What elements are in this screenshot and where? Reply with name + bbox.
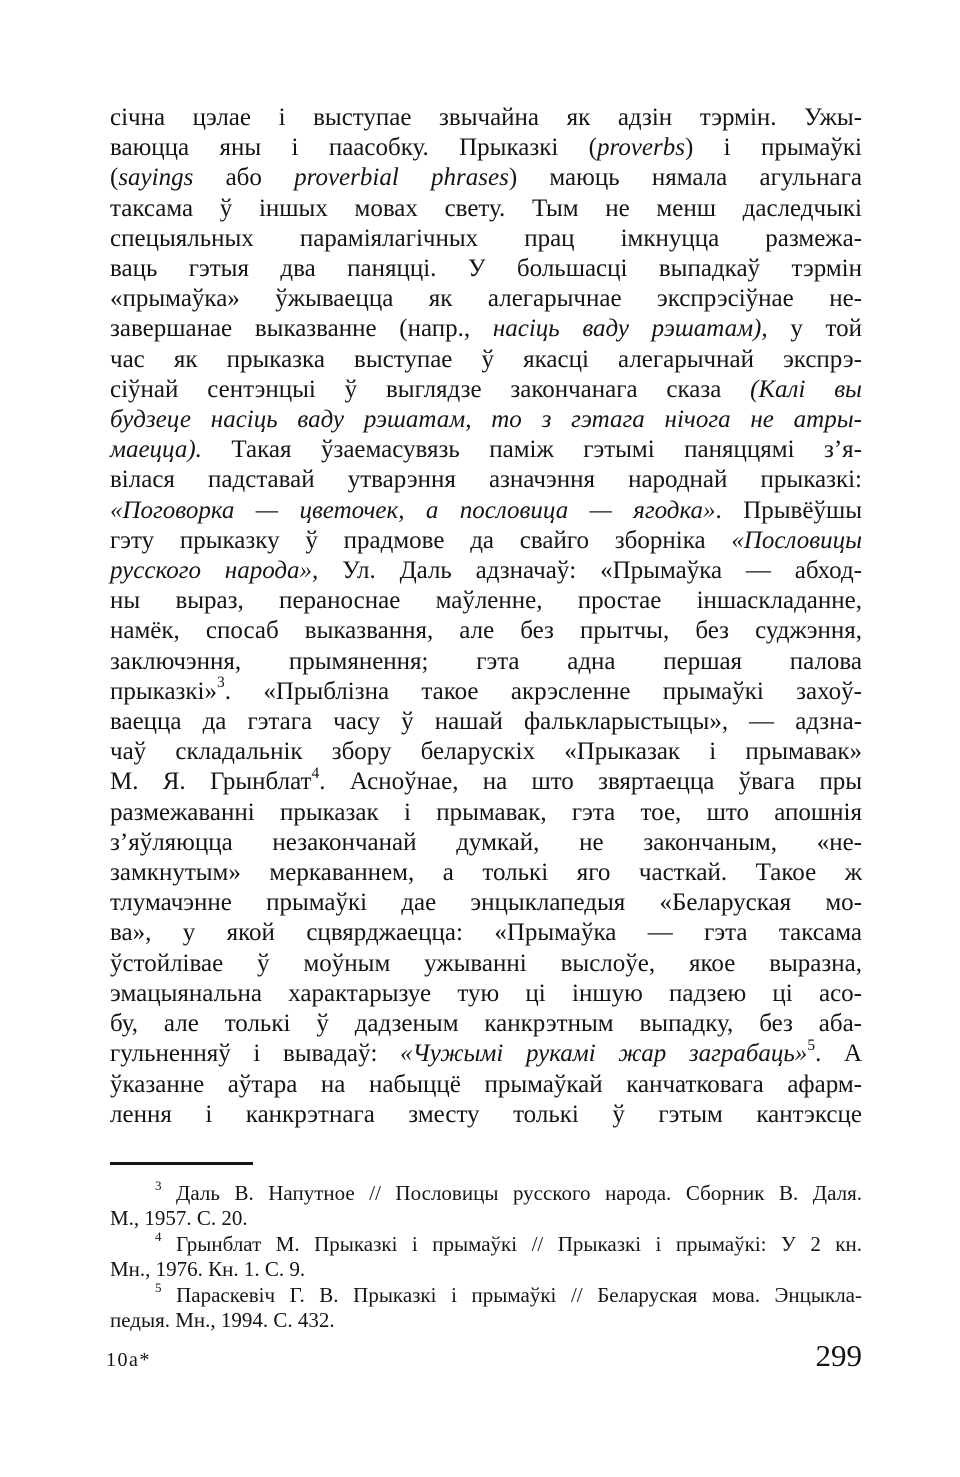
text-segment: прыказкі»: [110, 677, 218, 705]
footnote-ref: 3: [155, 1178, 162, 1194]
text-segment: час як прыказка выступае ў якасці алегарычнай экспрэ-: [110, 345, 862, 373]
text-segment: таксама ў іншых мовах свету. Тым не менш даследчыкі: [110, 194, 862, 222]
text-line: [110, 888, 862, 918]
text-segment: ваюцца яны і паасобку. Прыказкі (: [110, 134, 598, 162]
page-number: 299: [815, 1338, 862, 1373]
text-line: [110, 586, 862, 616]
text-segment: насіць ваду рэшатам),: [492, 315, 768, 343]
footnotes: [110, 1178, 862, 1333]
footnote-line: [110, 1206, 862, 1231]
text-line: [110, 616, 862, 646]
text-line: [110, 979, 862, 1009]
text-segment: «Поговорка — цветочек, а пословица — ягодка»: [110, 496, 716, 524]
text-segment: «Пословицы: [731, 526, 862, 554]
text-segment: сіўнай сентэнцыі ў выглядзе закончанага сказа: [110, 375, 751, 403]
text-segment: Даль В. Напутное // Пословицы русского народа. Сборник В. Даля.: [161, 1181, 862, 1205]
text-segment: педыя. Мн., 1994. С. 432.: [110, 1308, 335, 1333]
text-segment: бу, але толькі ў дадзеным канкрэтным выпадку, без аба-: [110, 1010, 862, 1038]
text-line: [110, 949, 862, 979]
text-segment: (Калі вы: [750, 375, 862, 403]
footnote-line: [110, 1228, 862, 1257]
footnote-separator: [110, 1162, 253, 1165]
footnote-ref: 5: [807, 1036, 816, 1054]
text-segment: ны выраз, пераноснае маўленне, простае іншаскладанне,: [110, 587, 862, 615]
text-line: [110, 496, 862, 526]
text-segment: тлумачэнне прымаўкі дае энцыклапедыя «Беларуская мо-: [110, 889, 862, 917]
text-segment: sayings: [118, 164, 194, 192]
text-segment: або: [193, 164, 295, 192]
text-segment: русского народа»,: [110, 557, 319, 585]
text-segment: М. Я. Грынблат: [110, 768, 312, 796]
text-segment: ) маюць нямала агульнага: [508, 164, 862, 192]
text-line: [110, 345, 862, 375]
text-line: [110, 1070, 862, 1100]
text-segment: ўстойлівае ў моўным ужыванні выслоўе, якое выразна,: [110, 949, 862, 977]
text-segment: . А: [815, 1040, 862, 1068]
footnote-line: [110, 1308, 862, 1333]
footnote-ref: 3: [217, 674, 225, 692]
text-line: [110, 254, 862, 284]
text-segment: намёк, спосаб выказвання, але без прытчы, без суджэння,: [110, 617, 862, 645]
text-line: [110, 1009, 862, 1039]
text-segment: у той: [767, 315, 862, 343]
text-segment: ваецца да гэтага часу ў нашай фалькларыстыцы», — адзна-: [110, 708, 862, 736]
page-footer: [106, 1338, 862, 1374]
text-segment: маецца).: [110, 436, 202, 464]
text-segment: заключэння, прымянення; гэта адна першая палова: [110, 647, 862, 675]
text-line: [110, 737, 862, 767]
text-line: [110, 163, 862, 193]
text-segment: спецыяльных параміялагічных прац імкнуцца размежа-: [110, 224, 862, 252]
text-segment: «Чужымі рукамі жар заграбаць»: [400, 1040, 808, 1068]
text-line: [110, 764, 863, 797]
text-segment: гэту прыказку ў прадмове да свайго зборніка: [110, 526, 732, 554]
text-line: [110, 918, 862, 948]
footnote-line: [110, 1178, 862, 1206]
text-line: [110, 1036, 862, 1069]
text-segment: з’яўляюцца незакончанай думкай, не закончаным, «не-: [110, 828, 862, 856]
text-line: [110, 314, 862, 344]
text-segment: Параскевіч Г. В. Прыказкі і прымаўкі // Беларуская мова. Энцыкла-: [161, 1282, 862, 1307]
text-segment: . «Прыблізна такое акрэсленне прымаўкі захоў-: [224, 677, 862, 705]
text-line: [110, 435, 862, 465]
footnote-ref: 4: [155, 1228, 162, 1244]
text-segment: Ул. Даль адзначаў: «Прымаўка — абход-: [318, 557, 862, 585]
text-line: [110, 707, 862, 737]
text-line: [110, 526, 862, 556]
text-line: [110, 828, 862, 858]
text-segment: лення і канкрэтнага зместу толькі ў гэтым кантэксце: [110, 1100, 862, 1128]
footnote-ref: 5: [155, 1279, 162, 1295]
text-line: [110, 798, 862, 828]
text-segment: вілася падставай утварэння азначэння народнай прыказкі:: [110, 466, 862, 494]
text-segment: гульненняў і вывадаў:: [110, 1040, 401, 1068]
footnote-ref: 4: [311, 764, 320, 782]
text-segment: . Прывёўшы: [715, 496, 862, 524]
text-line: [110, 1100, 862, 1130]
text-segment: эмацыянальна характарызуе тую ці іншую падзею ці асо-: [110, 979, 862, 1007]
text-line: [110, 103, 862, 133]
text-line: [110, 194, 862, 224]
text-line: [110, 556, 862, 586]
text-line: [110, 674, 862, 707]
footnote-line: [110, 1279, 862, 1308]
page-body-text: [110, 103, 862, 1130]
footnote-line: [110, 1257, 862, 1282]
text-segment: (: [110, 164, 119, 192]
text-segment: ) і прымаўкі: [684, 134, 862, 162]
text-line: [110, 405, 862, 435]
text-segment: будзеце насіць ваду рэшатам, то з гэтага нічога не атры-: [110, 406, 862, 434]
text-segment: Такая ўзаемасувязь паміж гэтымі паняццямі з’я-: [201, 436, 862, 464]
text-segment: ўказанне аўтара на набыццё прымаўкай канчатковага афарм-: [110, 1070, 862, 1098]
text-segment: М., 1957. С. 20.: [110, 1206, 248, 1231]
text-line: [110, 224, 862, 254]
text-segment: размежаванні прыказак і прымавак, гэта тое, што апошнія: [110, 798, 862, 826]
text-line: [110, 465, 862, 495]
text-line: [110, 375, 862, 405]
text-segment: ваць гэтыя два паняцці. У большасці выпадкаў тэрмін: [110, 255, 862, 283]
text-segment: Мн., 1976. Кн. 1. С. 9.: [110, 1257, 306, 1282]
text-segment: замкнутым» меркаваннем, а толькі яго часткай. Такое ж: [110, 859, 862, 887]
text-segment: . Асноўнае, на што звяртаецца ўвага пры: [319, 768, 863, 796]
text-line: [110, 647, 862, 677]
text-segment: «прымаўка» ўжываецца як алегарычнае экспрэсіўнае не-: [110, 285, 862, 313]
text-segment: proverbial phrases: [294, 164, 509, 192]
text-segment: січна цэлае і выступае звычайна як адзін тэрмін. Ужы-: [110, 104, 862, 131]
printer-signature-mark: 10a*: [106, 1349, 151, 1371]
text-line: [110, 133, 862, 163]
text-segment: Грынблат М. Прыказкі і прымаўкі // Прыказкі і прымаўкі: У 2 кн.: [161, 1231, 862, 1256]
text-segment: чаў складальнік збору беларускіх «Прыказак і прымавак»: [110, 738, 862, 766]
text-line: [110, 858, 862, 888]
text-line: [110, 284, 862, 314]
text-segment: ва», у якой сцвярджаецца: «Прымаўка — гэта таксама: [110, 919, 862, 947]
text-segment: proverbs: [597, 134, 685, 162]
text-segment: завершанае выказванне (напр.,: [110, 315, 493, 343]
